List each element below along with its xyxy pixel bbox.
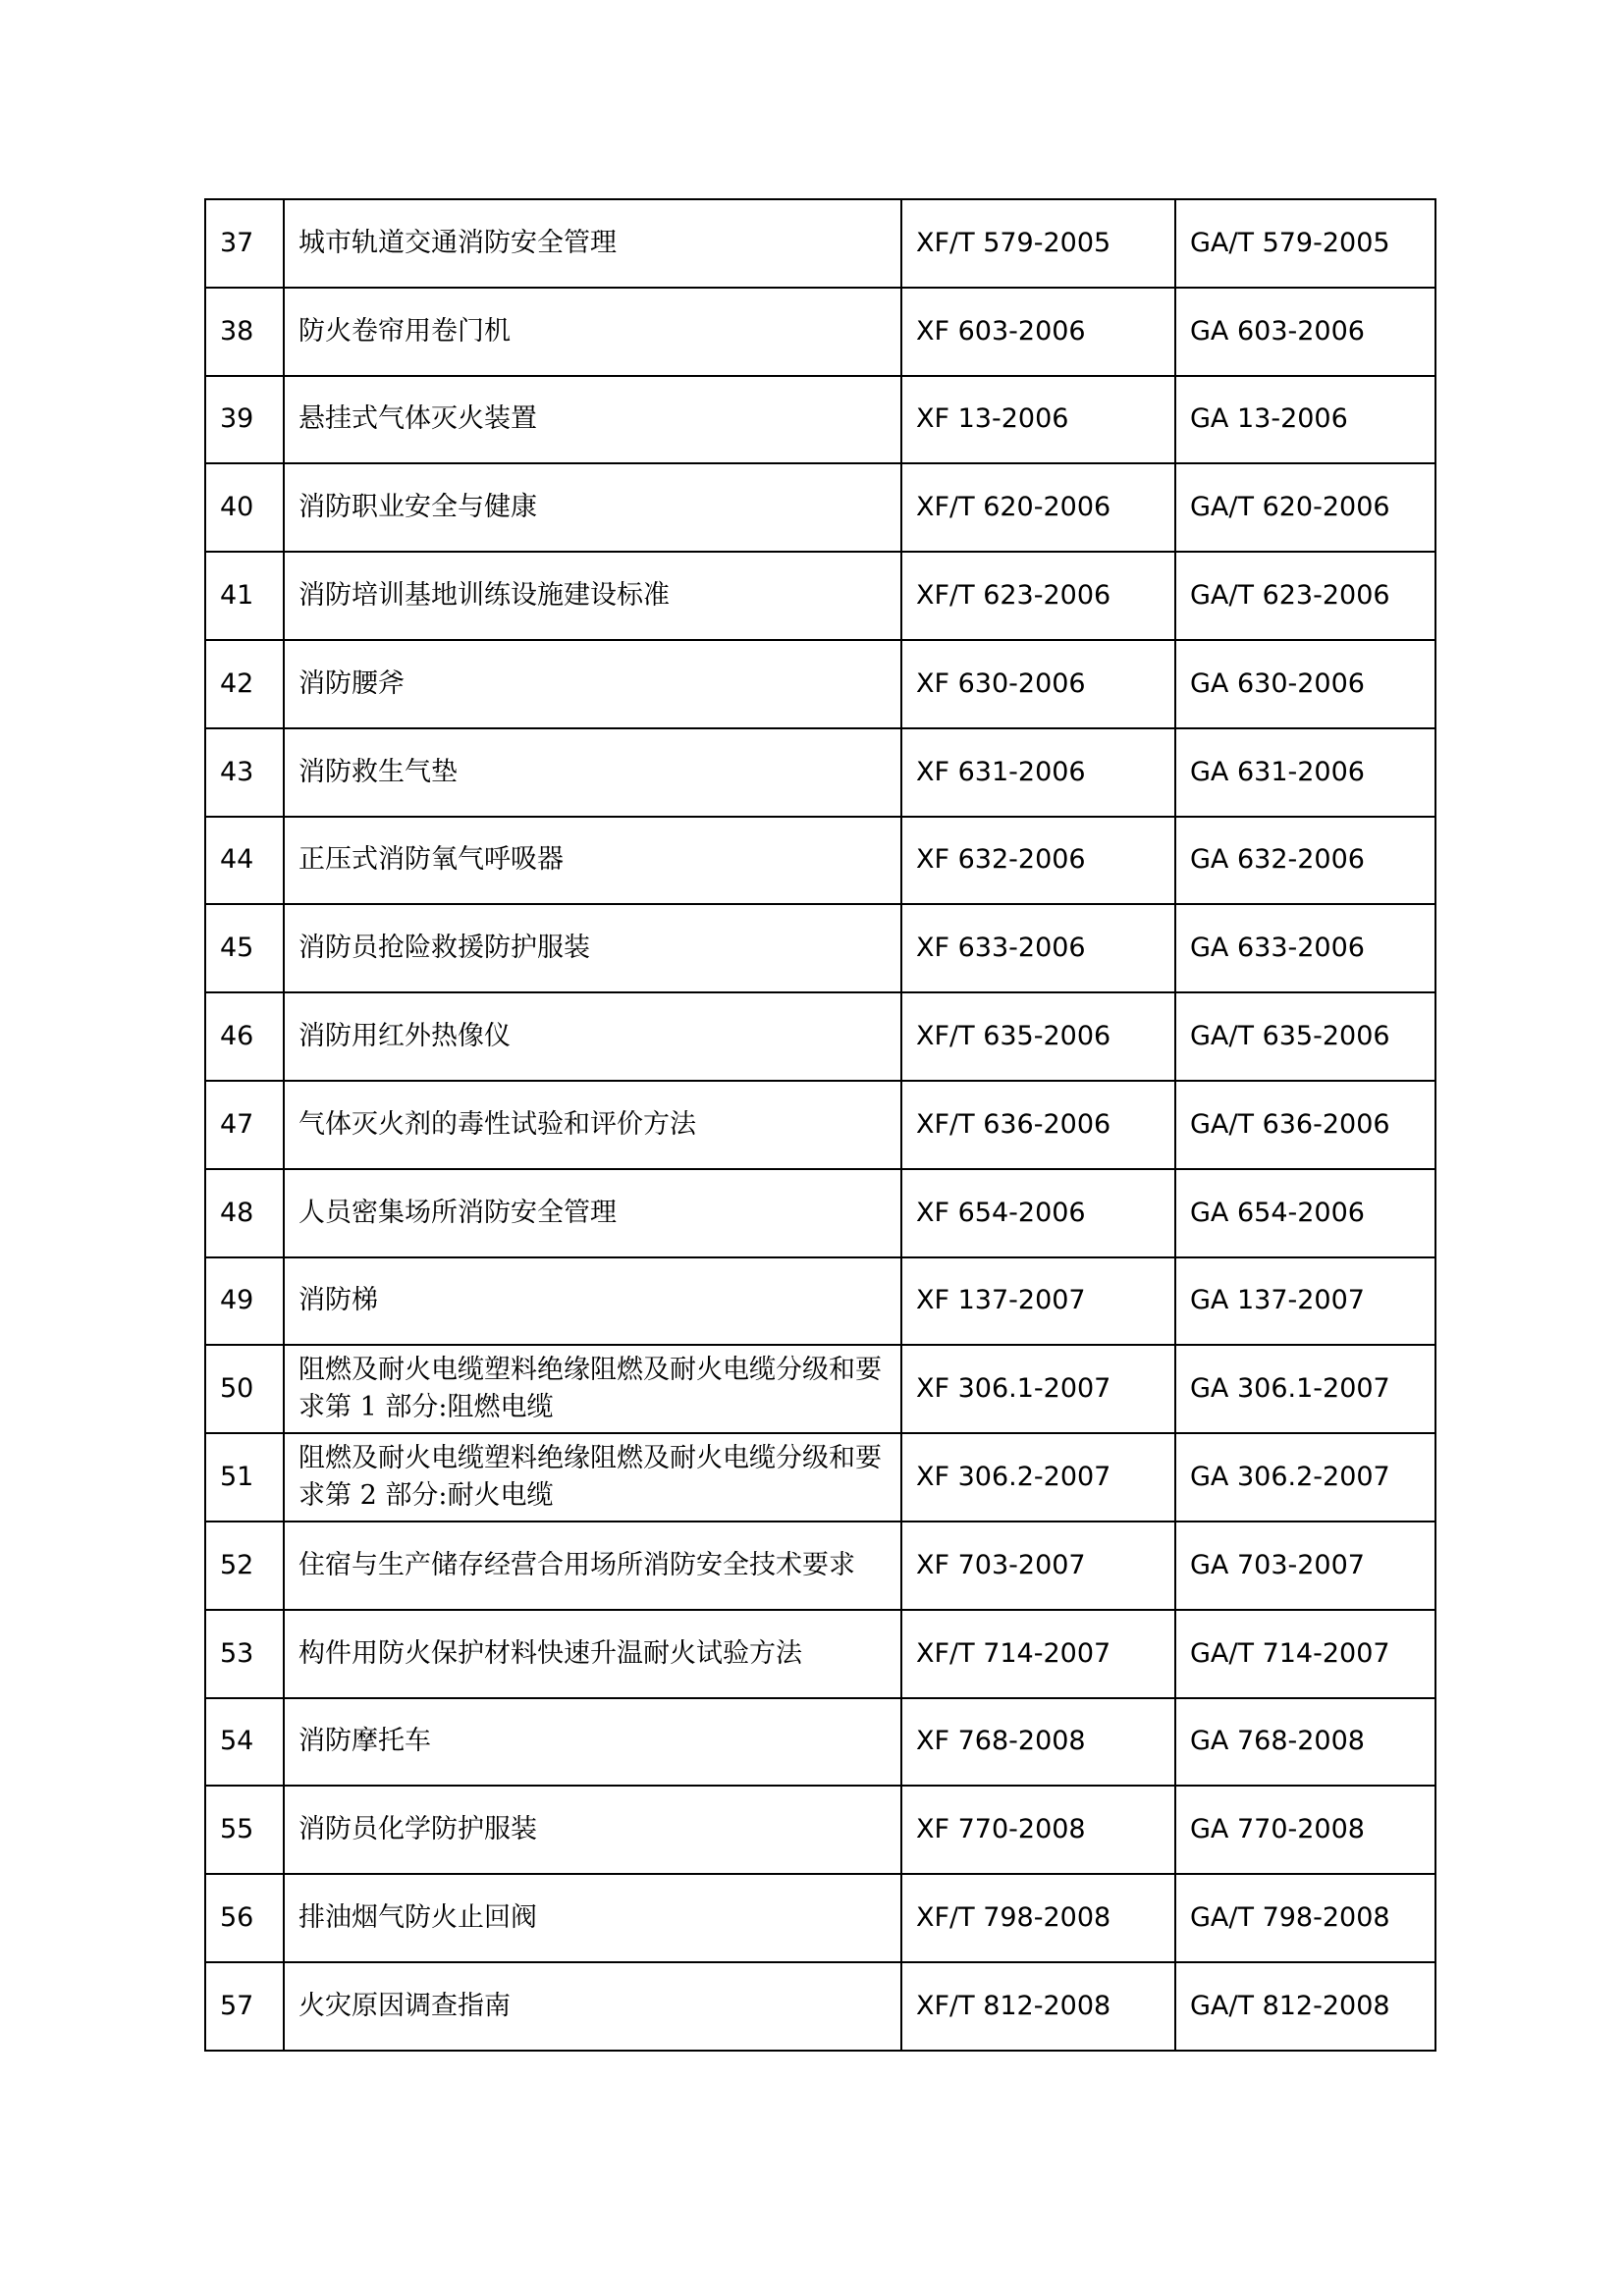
row-number: 57 — [205, 1962, 284, 2051]
standard-name: 正压式消防氧气呼吸器 — [284, 817, 901, 905]
xf-code: XF 306.1-2007 — [901, 1345, 1175, 1433]
row-number: 44 — [205, 817, 284, 905]
table-row — [205, 1874, 1435, 1962]
ga-code: GA/T 623-2006 — [1175, 552, 1435, 640]
ga-code: GA 654-2006 — [1175, 1169, 1435, 1257]
table-row — [205, 1786, 1435, 1874]
row-number: 38 — [205, 288, 284, 376]
ga-code: GA/T 798-2008 — [1175, 1874, 1435, 1962]
table-row — [205, 1522, 1435, 1610]
standard-name: 悬挂式气体灭火装置 — [284, 376, 901, 464]
xf-code: XF/T 620-2006 — [901, 463, 1175, 552]
standard-name: 消防腰斧 — [284, 640, 901, 728]
standard-name: 消防员抢险救援防护服装 — [284, 904, 901, 992]
row-number: 37 — [205, 199, 284, 288]
xf-code: XF 654-2006 — [901, 1169, 1175, 1257]
xf-code: XF/T 579-2005 — [901, 199, 1175, 288]
standard-name: 火灾原因调查指南 — [284, 1962, 901, 2051]
row-number: 48 — [205, 1169, 284, 1257]
standard-name: 消防员化学防护服装 — [284, 1786, 901, 1874]
row-number: 42 — [205, 640, 284, 728]
row-number: 54 — [205, 1698, 284, 1787]
xf-code: XF 137-2007 — [901, 1257, 1175, 1346]
standard-name: 构件用防火保护材料快速升温耐火试验方法 — [284, 1610, 901, 1698]
ga-code: GA/T 635-2006 — [1175, 992, 1435, 1081]
row-number: 56 — [205, 1874, 284, 1962]
table-row — [205, 552, 1435, 640]
standard-name: 阻燃及耐火电缆塑料绝缘阻燃及耐火电缆分级和要求第 1 部分:阻燃电缆 — [284, 1345, 901, 1433]
table-row — [205, 728, 1435, 817]
row-number: 41 — [205, 552, 284, 640]
ga-code: GA 770-2008 — [1175, 1786, 1435, 1874]
row-number: 43 — [205, 728, 284, 817]
xf-code: XF/T 798-2008 — [901, 1874, 1175, 1962]
standard-name: 防火卷帘用卷门机 — [284, 288, 901, 376]
xf-code: XF/T 812-2008 — [901, 1962, 1175, 2051]
xf-code: XF 603-2006 — [901, 288, 1175, 376]
xf-code: XF 632-2006 — [901, 817, 1175, 905]
row-number: 52 — [205, 1522, 284, 1610]
table-row — [205, 992, 1435, 1081]
table-row — [205, 288, 1435, 376]
table-row — [205, 1610, 1435, 1698]
row-number: 49 — [205, 1257, 284, 1346]
standard-name: 消防用红外热像仪 — [284, 992, 901, 1081]
xf-code: XF 630-2006 — [901, 640, 1175, 728]
table-row — [205, 640, 1435, 728]
xf-code: XF 633-2006 — [901, 904, 1175, 992]
standard-name: 排油烟气防火止回阀 — [284, 1874, 901, 1962]
xf-code: XF/T 635-2006 — [901, 992, 1175, 1081]
standard-name: 消防培训基地训练设施建设标准 — [284, 552, 901, 640]
table-row — [205, 199, 1435, 288]
table-row — [205, 1698, 1435, 1787]
standard-name: 消防职业安全与健康 — [284, 463, 901, 552]
row-number: 55 — [205, 1786, 284, 1874]
ga-code: GA 137-2007 — [1175, 1257, 1435, 1346]
xf-code: XF/T 623-2006 — [901, 552, 1175, 640]
row-number: 50 — [205, 1345, 284, 1433]
xf-code: XF/T 714-2007 — [901, 1610, 1175, 1698]
ga-code: GA 630-2006 — [1175, 640, 1435, 728]
table-row — [205, 817, 1435, 905]
standard-name: 住宿与生产储存经营合用场所消防安全技术要求 — [284, 1522, 901, 1610]
ga-code: GA/T 714-2007 — [1175, 1610, 1435, 1698]
ga-code: GA 632-2006 — [1175, 817, 1435, 905]
row-number: 47 — [205, 1081, 284, 1169]
standards-table — [204, 198, 1436, 2052]
standard-name: 阻燃及耐火电缆塑料绝缘阻燃及耐火电缆分级和要求第 2 部分:耐火电缆 — [284, 1433, 901, 1522]
ga-code: GA/T 812-2008 — [1175, 1962, 1435, 2051]
ga-code: GA/T 620-2006 — [1175, 463, 1435, 552]
xf-code: XF 703-2007 — [901, 1522, 1175, 1610]
ga-code: GA 306.2-2007 — [1175, 1433, 1435, 1522]
table-row — [205, 1169, 1435, 1257]
xf-code: XF 13-2006 — [901, 376, 1175, 464]
ga-code: GA 703-2007 — [1175, 1522, 1435, 1610]
table-row — [205, 1257, 1435, 1346]
row-number: 46 — [205, 992, 284, 1081]
ga-code: GA/T 579-2005 — [1175, 199, 1435, 288]
ga-code: GA 631-2006 — [1175, 728, 1435, 817]
xf-code: XF 770-2008 — [901, 1786, 1175, 1874]
row-number: 45 — [205, 904, 284, 992]
ga-code: GA 603-2006 — [1175, 288, 1435, 376]
standard-name: 城市轨道交通消防安全管理 — [284, 199, 901, 288]
xf-code: XF 306.2-2007 — [901, 1433, 1175, 1522]
ga-code: GA 13-2006 — [1175, 376, 1435, 464]
ga-code: GA 633-2006 — [1175, 904, 1435, 992]
row-number: 40 — [205, 463, 284, 552]
xf-code: XF 768-2008 — [901, 1698, 1175, 1787]
ga-code: GA 306.1-2007 — [1175, 1345, 1435, 1433]
table-row — [205, 1081, 1435, 1169]
standard-name: 消防梯 — [284, 1257, 901, 1346]
table-row — [205, 1433, 1435, 1522]
ga-code: GA/T 636-2006 — [1175, 1081, 1435, 1169]
ga-code: GA 768-2008 — [1175, 1698, 1435, 1787]
row-number: 53 — [205, 1610, 284, 1698]
table-row — [205, 376, 1435, 464]
xf-code: XF 631-2006 — [901, 728, 1175, 817]
standard-name: 消防摩托车 — [284, 1698, 901, 1787]
standard-name: 人员密集场所消防安全管理 — [284, 1169, 901, 1257]
table-row — [205, 1962, 1435, 2051]
standards-table-body — [205, 199, 1435, 2051]
row-number: 39 — [205, 376, 284, 464]
standard-name: 气体灭火剂的毒性试验和评价方法 — [284, 1081, 901, 1169]
row-number: 51 — [205, 1433, 284, 1522]
table-row — [205, 463, 1435, 552]
table-row — [205, 1345, 1435, 1433]
xf-code: XF/T 636-2006 — [901, 1081, 1175, 1169]
table-row — [205, 904, 1435, 992]
standard-name: 消防救生气垫 — [284, 728, 901, 817]
